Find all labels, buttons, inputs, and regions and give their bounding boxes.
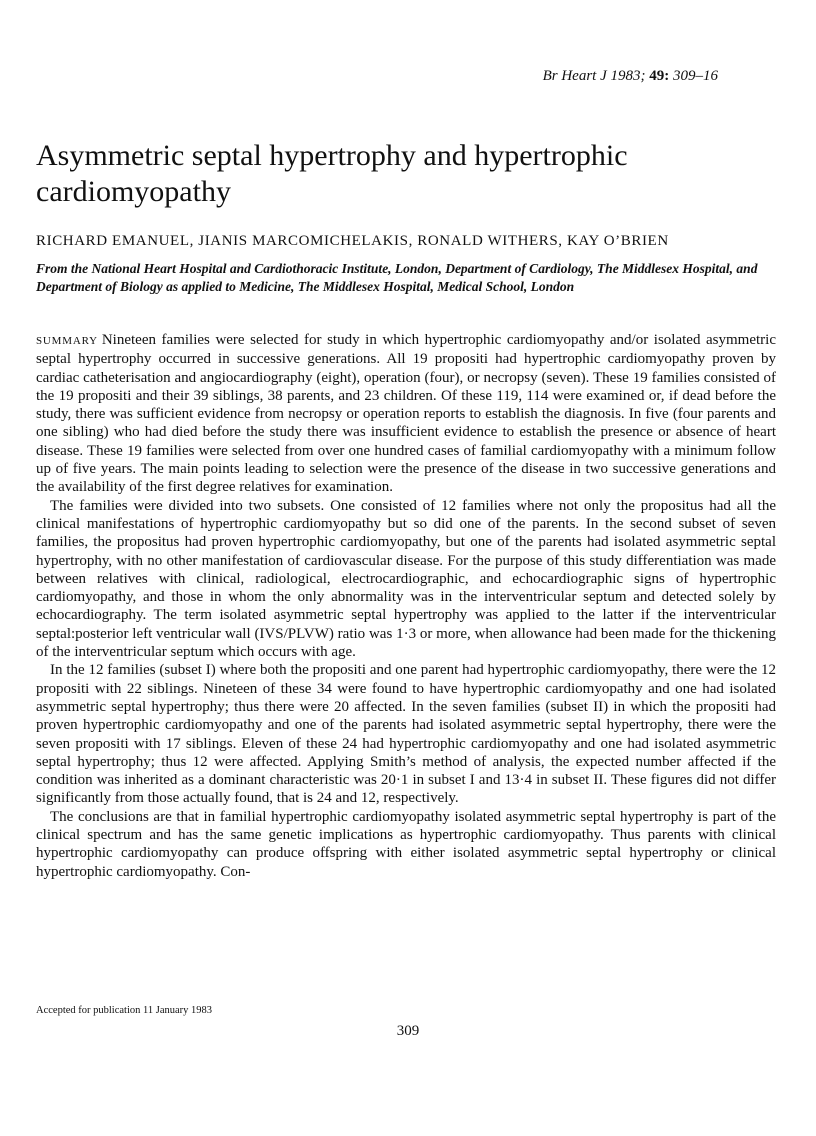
journal-name: Br Heart J bbox=[542, 68, 607, 84]
summary-paragraph-1 bbox=[36, 331, 776, 497]
summary-paragraph-1-text: Nineteen families were selected for study in which hypertrophic cardiomyopathy and/or isolated asymmetric septal hypertrophy occurred in successive generations. All 19 propositi had hypertrophic cardiomyopathy proven by cardiac catheterisation and angiocardiography (eight), operation (four), or necropsy (seven). These 19 families consisted of the 19 propositi and their 39 siblings, 38 parents, and 23 children. Of these 119, 114 were examined or, if dead before the study, there was sufficient evidence from necropsy or operation reports to establish the diagnosis. In five (four parents and one sibling) who had died before the study there was insufficient evidence to establish the presence or absence of heart disease. These 19 families were selected from over one hundred cases of familial cardiomyopathy with a minimum follow up of five years. The main points leading to selection were the presence of the disease in two successive generations and the availability of the first degree relatives for examination. bbox=[36, 332, 776, 496]
summary-paragraph-2: The families were divided into two subsets. One consisted of 12 families where not only the propositus had all the clinical manifestations of hypertrophic cardiomyopathy but so did one of the parents. In the second subset of seven families, the propositus had proven hypertrophic cardiomyopathy, but one of the parents had isolated asymmetric septal hypertrophy, with no other manifestation of cardiovascular disease. For the purpose of this study differentiation was made between relatives with clinical, radiological, electrocardiographic, and echocardiographic signs of hypertrophic cardiomyopathy, and those in whom the only abnormality was in the interventricular septum and detected solely by echocardiography. The term isolated asymmetric septal hypertrophy was applied to the latter if the interventricular septal:posterior left ventricular wall (IVS/PLVW) ratio was 1·3 or more, when allowance had been made for the thickening of the interventricular septum which occurs with age. bbox=[36, 497, 776, 661]
author-list: RICHARD EMANUEL, JIANIS MARCOMICHELAKIS, RONALD WITHERS, KAY O’BRIEN bbox=[36, 233, 669, 249]
summary-paragraph-3: In the 12 families (subset I) where both the propositi and one parent had hypertrophic cardiomyopathy, there were the 12 propositi with 22 siblings. Nineteen of these 34 were found to have hypertrophic cardiomyopathy and one had isolated asymmetric septal hypertrophy; thus there were 20 affected. In the seven families (subset II) in which the propositi had proven hypertrophic cardiomyopathy and one of the parents had isolated asymmetric septal hypertrophy, there were the seven propositi with 17 siblings. Eleven of these 24 had hypertrophic cardiomyopathy and one had isolated asymmetric septal hypertrophy; thus 12 were affected. Applying Smith’s method of analysis, the expected number affected if the condition was inherited as a dominant characteristic was 20·1 in subset I and 13·4 in subset II. These figures did not differ significantly from those actually found, that is 24 and 12, respectively. bbox=[36, 662, 776, 807]
page-number: 309 bbox=[396, 1023, 420, 1039]
summary-section bbox=[36, 331, 776, 881]
journal-volume: 49: bbox=[649, 68, 670, 84]
summary-paragraph-4: The conclusions are that in familial hypertrophic cardiomyopathy isolated asymmetric septal hypertrophy is part of the clinical spectrum and has the same genetic implications as hypertrophic cardiomyopathy. Thus parents with clinical hypertrophic cardiomyopathy can produce offspring with either isolated asymmetric septal hypertrophy or clinical hypertrophic cardiomyopathy. Con- bbox=[36, 808, 776, 880]
journal-pages: 309–16 bbox=[673, 68, 718, 84]
summary-label: SUMMARY bbox=[36, 335, 98, 347]
journal-year: 1983; bbox=[610, 68, 646, 84]
accepted-date: Accepted for publication 11 January 1983 bbox=[36, 1005, 213, 1016]
author-affiliation: From the National Heart Hospital and Cardiothoracic Institute, London, Department of Cardiology, The Middlesex Hospital, and Department of Biology as applied to Medicine, The Middlesex Hospital, Medical School, London bbox=[36, 261, 758, 294]
article-title: Asymmetric septal hypertrophy and hypertrophic cardiomyopathy bbox=[36, 139, 628, 208]
journal-reference bbox=[543, 68, 718, 85]
